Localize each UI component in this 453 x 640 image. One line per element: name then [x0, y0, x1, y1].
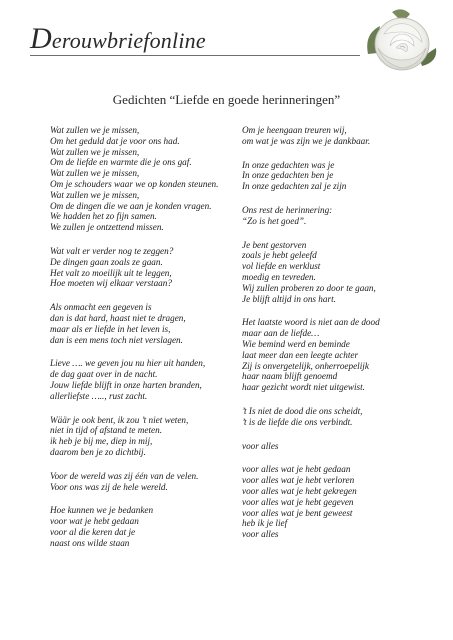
poem-line: “Zo is het goed”. — [242, 215, 307, 226]
poem-line: heb ik je lief — [242, 518, 288, 529]
poem-line: Wäär je ook bent, ik zou ’t niet weten, — [50, 414, 189, 425]
poem-line: Hoe moeten wij elkaar verstaan? — [50, 278, 172, 289]
poem-stanza — [50, 415, 230, 458]
poem-line: laat meer dan een leegte achter — [242, 349, 359, 360]
poem-line: Zij is onvergetelijk, onherroepelijk — [242, 360, 369, 371]
poem-column-left — [50, 125, 230, 562]
brand-initial: D — [30, 22, 52, 55]
poem-line: voor alles wat je hebt gegeven — [242, 496, 354, 507]
poem-line: maar aan de liefde… — [242, 328, 320, 339]
poem-column-right — [242, 125, 417, 553]
poem-line: niet in tijd of afstand te meten. — [50, 425, 163, 436]
poem-line: dan is een mens toch niet verslagen. — [50, 334, 183, 345]
poem-line: Wat zullen we je missen, — [50, 189, 140, 200]
poem-line: de dag gaat over in de nacht. — [50, 369, 158, 380]
poem-line: naast ons wilde staan — [50, 537, 130, 548]
poem-line: Om de liefde en warmte die je ons gaf. — [50, 157, 192, 168]
poem-stanza — [242, 406, 417, 428]
poem-line: haar gezicht wordt niet uitgewist. — [242, 382, 365, 393]
poem-line: Je bent gestorven — [242, 239, 307, 250]
brand-logo-text[interactable] — [30, 24, 206, 54]
poem-line: allerliefste ….., rust zacht. — [50, 390, 148, 401]
poem-line: Om de dingen die we aan je konden vragen. — [50, 200, 212, 211]
poem-line: In onze gedachten was je — [242, 159, 335, 170]
poem-line: Voor ons was zij de hele wereld. — [50, 481, 168, 492]
poem-stanza — [242, 125, 417, 147]
poem-stanza — [242, 317, 417, 393]
poem-line: dan is dat hard, haast niet te dragen, — [50, 312, 186, 323]
poem-stanza — [50, 302, 230, 345]
poem-line: voor alles wat je hebt verloren — [242, 475, 355, 486]
poem-line: maar als er liefde in het leven is, — [50, 323, 171, 334]
poem-line: Als onmacht een gegeven is — [50, 302, 152, 313]
header-divider — [30, 55, 360, 56]
poem-stanza — [50, 471, 230, 493]
poem-line: Wat zullen we je missen, — [50, 168, 140, 179]
poem-line: Jouw liefde blijft in onze harten branden, — [50, 379, 202, 390]
poem-line: We zullen je ontzettend missen. — [50, 222, 164, 233]
poem-line: moedig en tevreden. — [242, 271, 316, 282]
poem-stanza — [50, 358, 230, 401]
poem-line: Om je schouders waar we op konden steunen. — [50, 178, 219, 189]
poem-line: zoals je hebt geleefd — [242, 250, 317, 261]
poem-line: Om het geduld dat je voor ons had. — [50, 135, 180, 146]
poem-line: We hadden het zo fijn samen. — [50, 211, 157, 222]
poem-line: In onze gedachten ben je — [242, 170, 334, 181]
poem-line: Lieve …. we geven jou nu hier uit handen, — [50, 358, 206, 369]
poem-line: De dingen gaan zoals ze gaan. — [50, 256, 163, 267]
poem-line: ’t Is niet de dood die ons scheidt, — [242, 405, 363, 416]
poem-stanza — [242, 464, 417, 540]
poem-line: haar naam blijft genoemd — [242, 371, 338, 382]
poem-line: voor al die keren dat je — [50, 526, 136, 537]
poem-line: Wat valt er verder nog te zeggen? — [50, 245, 174, 256]
poem-stanza — [242, 205, 417, 227]
white-rose-icon — [362, 4, 440, 80]
poem-line: Hoe kunnen we je bedanken — [50, 505, 154, 516]
page-title: Gedichten “Liefde en goede herinneringen” — [112, 92, 341, 107]
poem-line: voor alles — [242, 529, 279, 540]
poem-stanza — [242, 160, 417, 192]
poem-stanza — [50, 246, 230, 289]
poem-line: voor alles wat je hebt gekregen — [242, 485, 357, 496]
poem-line: Wie bemind werd en beminde — [242, 338, 350, 349]
poem-line: Wat zullen we je missen, — [50, 125, 140, 135]
page-header — [0, 0, 453, 80]
poem-line: voor alles wat je bent geweest — [242, 507, 353, 518]
poem-line: vol liefde en werklust — [242, 261, 321, 272]
poem-line: Om je heengaan treuren wij, — [242, 125, 347, 135]
poem-line: Je blijft altijd in ons hart. — [242, 293, 336, 304]
poem-line: In onze gedachten zal je zijn — [242, 181, 347, 192]
poem-line: Wat zullen we je missen, — [50, 146, 140, 157]
poem-line: Wij zullen proberen zo door te gaan, — [242, 282, 376, 293]
poem-line: Ons rest de herinnering: — [242, 204, 333, 215]
poem-stanza — [242, 240, 417, 305]
poem-stanza — [242, 441, 417, 452]
poem-stanza — [50, 125, 230, 233]
poem-line: voor wat je hebt gedaan — [50, 516, 139, 527]
poem-line: Het valt zo moeilijk uit te leggen, — [50, 267, 172, 278]
poem-line: Het laatste woord is niet aan de dood — [242, 317, 380, 328]
poem-line: om wat je was zijn we je dankbaar. — [242, 135, 371, 146]
poem-line: ik heb je bij me, diep in mij, — [50, 436, 153, 447]
poem-line: voor alles — [242, 440, 279, 451]
poem-line: daarom ben je zo dichtbij. — [50, 446, 146, 457]
poem-line: voor alles wat je hebt gedaan — [242, 464, 351, 475]
brand-name: erouwbriefonline — [51, 28, 206, 53]
poem-line: ’t is de liefde die ons verbindt. — [242, 416, 353, 427]
poem-stanza — [50, 505, 230, 548]
poem-line: Voor de wereld was zij één van de velen. — [50, 470, 199, 481]
